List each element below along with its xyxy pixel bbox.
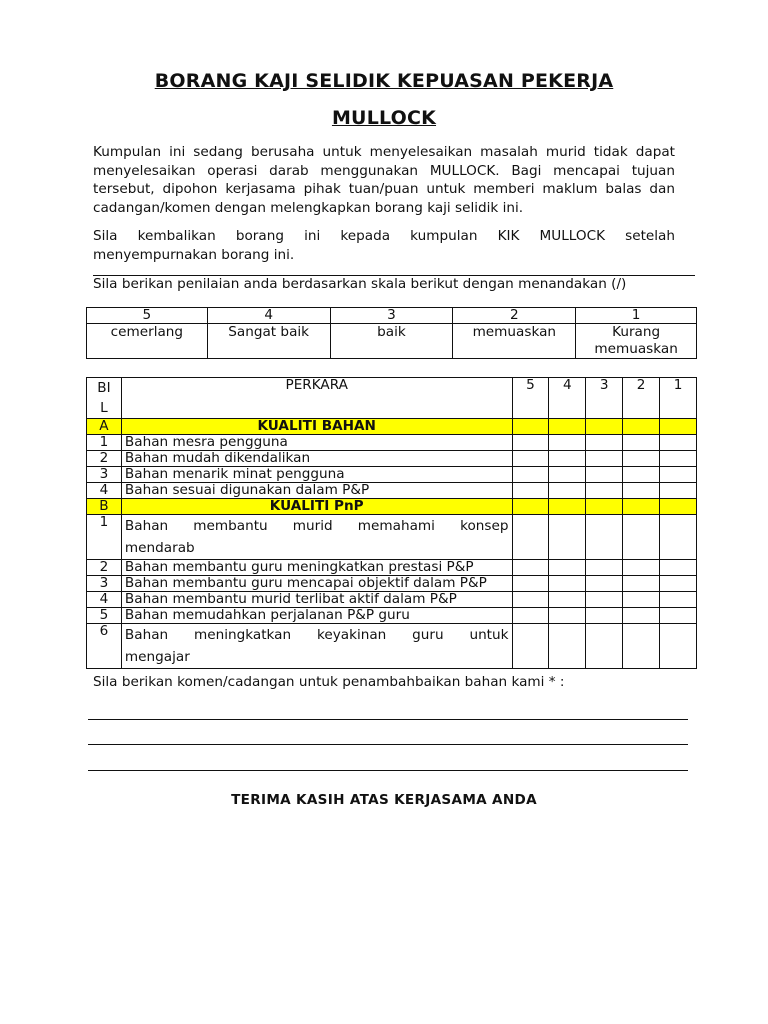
rating-cell[interactable] — [660, 560, 697, 576]
comment-line[interactable] — [88, 770, 688, 771]
rating-cell[interactable] — [512, 576, 549, 592]
item-number: 5 — [87, 608, 122, 624]
item-text-line2: mengajar — [124, 649, 190, 665]
rating-cell[interactable] — [586, 560, 623, 576]
rating-cell[interactable] — [623, 576, 660, 592]
table-row — [87, 515, 697, 560]
item-text: Bahan mesra pengguna — [121, 435, 512, 451]
item-text-line1: Bahan membantu murid memahami konsep — [124, 518, 509, 534]
header-perkara: PERKARA — [121, 378, 512, 419]
return-instruction: Sila kembalikan borang ini kepada kumpulan KIK MULLOCK setelah menyempurnakan borang ini. — [93, 228, 675, 263]
rating-instruction: Sila berikan penilaian anda berdasarkan skala berikut dengan menandakan (/) — [93, 275, 695, 292]
rating-cell[interactable] — [623, 592, 660, 608]
table-row — [87, 576, 697, 592]
item-text: Bahan membantu murid terlibat aktif dalam P&P — [121, 592, 512, 608]
item-number: 2 — [87, 451, 122, 467]
table-row — [87, 592, 697, 608]
item-text-line2: mendarab — [124, 540, 195, 556]
rating-cell[interactable] — [586, 435, 623, 451]
rating-cell[interactable] — [586, 624, 623, 669]
rating-cell[interactable] — [623, 608, 660, 624]
comment-line[interactable] — [88, 744, 688, 745]
section-title: KUALITI PnP — [121, 499, 512, 515]
item-number: 4 — [87, 483, 122, 499]
section-code: B — [87, 499, 122, 515]
rating-cell[interactable] — [549, 483, 586, 499]
rating-cell[interactable] — [623, 467, 660, 483]
scale-label: memuaskan — [453, 324, 576, 359]
rating-cell[interactable] — [549, 451, 586, 467]
rating-cell[interactable] — [623, 560, 660, 576]
item-number: 4 — [87, 592, 122, 608]
item-text: Bahan membantu guru meningkatkan prestasi P&P — [121, 560, 512, 576]
item-number: 2 — [87, 560, 122, 576]
survey-table — [86, 377, 697, 669]
comment-prompt: Sila berikan komen/cadangan untuk penambahbaikan bahan kami * : — [93, 674, 565, 690]
scale-label: Sangat baik — [207, 324, 330, 359]
section-code: A — [87, 419, 122, 435]
rating-cell[interactable] — [512, 515, 549, 560]
rating-cell[interactable] — [660, 435, 697, 451]
item-text — [121, 624, 512, 669]
header-score-1: 1 — [660, 378, 697, 419]
rating-cell[interactable] — [660, 451, 697, 467]
rating-scale-table — [86, 307, 697, 359]
rating-cell[interactable] — [660, 608, 697, 624]
item-text: Bahan menarik minat pengguna — [121, 467, 512, 483]
rating-cell[interactable] — [549, 515, 586, 560]
rating-cell[interactable] — [660, 467, 697, 483]
table-row — [87, 624, 697, 669]
table-row — [87, 608, 697, 624]
scale-number: 4 — [207, 308, 330, 324]
header-score-4: 4 — [549, 378, 586, 419]
rating-cell[interactable] — [586, 451, 623, 467]
scale-label: cemerlang — [87, 324, 208, 359]
rating-cell[interactable] — [623, 483, 660, 499]
scale-number: 1 — [576, 308, 697, 324]
header-bil-text: BIL — [97, 380, 111, 416]
rating-cell[interactable] — [512, 624, 549, 669]
scale-number: 5 — [87, 308, 208, 324]
item-text — [121, 515, 512, 560]
scale-number: 2 — [453, 308, 576, 324]
header-bil — [87, 378, 122, 419]
rating-cell[interactable] — [660, 592, 697, 608]
rating-cell[interactable] — [586, 608, 623, 624]
rating-cell[interactable] — [549, 592, 586, 608]
item-text-line1: Bahan meningkatkan keyakinan guru untuk — [124, 627, 509, 643]
rating-cell[interactable] — [660, 483, 697, 499]
rating-cell[interactable] — [586, 576, 623, 592]
rating-cell[interactable] — [623, 515, 660, 560]
item-number: 3 — [87, 467, 122, 483]
table-row — [87, 435, 697, 451]
table-row — [87, 483, 697, 499]
rating-cell[interactable] — [512, 451, 549, 467]
header-score-5: 5 — [512, 378, 549, 419]
rating-cell[interactable] — [660, 515, 697, 560]
section-row — [87, 419, 697, 435]
item-number: 3 — [87, 576, 122, 592]
rating-cell[interactable] — [549, 608, 586, 624]
item-text: Bahan sesuai digunakan dalam P&P — [121, 483, 512, 499]
scale-label: baik — [330, 324, 453, 359]
item-text: Bahan mudah dikendalikan — [121, 451, 512, 467]
thanks-footer: TERIMA KASIH ATAS KERJASAMA ANDA — [231, 792, 537, 808]
scale-label: Kurang memuaskan — [576, 324, 697, 359]
rating-cell[interactable] — [549, 576, 586, 592]
item-text: Bahan memudahkan perjalanan P&P guru — [121, 608, 512, 624]
rating-cell[interactable] — [586, 483, 623, 499]
rating-cell[interactable] — [549, 467, 586, 483]
scale-number: 3 — [330, 308, 453, 324]
rating-cell[interactable] — [512, 435, 549, 451]
header-score-3: 3 — [586, 378, 623, 419]
rating-cell[interactable] — [512, 560, 549, 576]
rating-cell[interactable] — [623, 451, 660, 467]
comment-line[interactable] — [88, 719, 688, 720]
rating-cell[interactable] — [549, 624, 586, 669]
item-number: 1 — [87, 435, 122, 451]
item-number: 1 — [87, 515, 122, 560]
section-row — [87, 499, 697, 515]
rating-cell[interactable] — [586, 592, 623, 608]
section-title: KUALITI BAHAN — [121, 419, 512, 435]
rating-cell[interactable] — [660, 624, 697, 669]
rating-cell[interactable] — [549, 435, 586, 451]
rating-cell[interactable] — [623, 624, 660, 669]
rating-cell[interactable] — [512, 467, 549, 483]
rating-cell[interactable] — [512, 483, 549, 499]
table-row — [87, 467, 697, 483]
form-subtitle: MULLOCK — [331, 107, 437, 129]
rating-cell[interactable] — [660, 576, 697, 592]
form-title: BORANG KAJI SELIDIK KEPUASAN PEKERJA — [154, 70, 614, 92]
rating-cell[interactable] — [586, 515, 623, 560]
rating-cell[interactable] — [586, 467, 623, 483]
header-score-2: 2 — [623, 378, 660, 419]
rating-cell[interactable] — [549, 560, 586, 576]
table-row — [87, 451, 697, 467]
table-row — [87, 560, 697, 576]
rating-cell[interactable] — [623, 435, 660, 451]
rating-cell[interactable] — [512, 608, 549, 624]
item-text: Bahan membantu guru mencapai objektif dalam P&P — [121, 576, 512, 592]
rating-cell[interactable] — [512, 592, 549, 608]
intro-paragraph: Kumpulan ini sedang berusaha untuk menyelesaikan masalah murid tidak dapat menyelesaikan operasi darab menggunakan MULLOCK. Bagi mencapai tujuan tersebut, dipohon kerjasama pihak tuan/puan untuk memberi maklum balas dan cadangan/komen dengan melengkapkan borang kaji selidik ini. — [93, 144, 675, 216]
item-number: 6 — [87, 624, 122, 669]
